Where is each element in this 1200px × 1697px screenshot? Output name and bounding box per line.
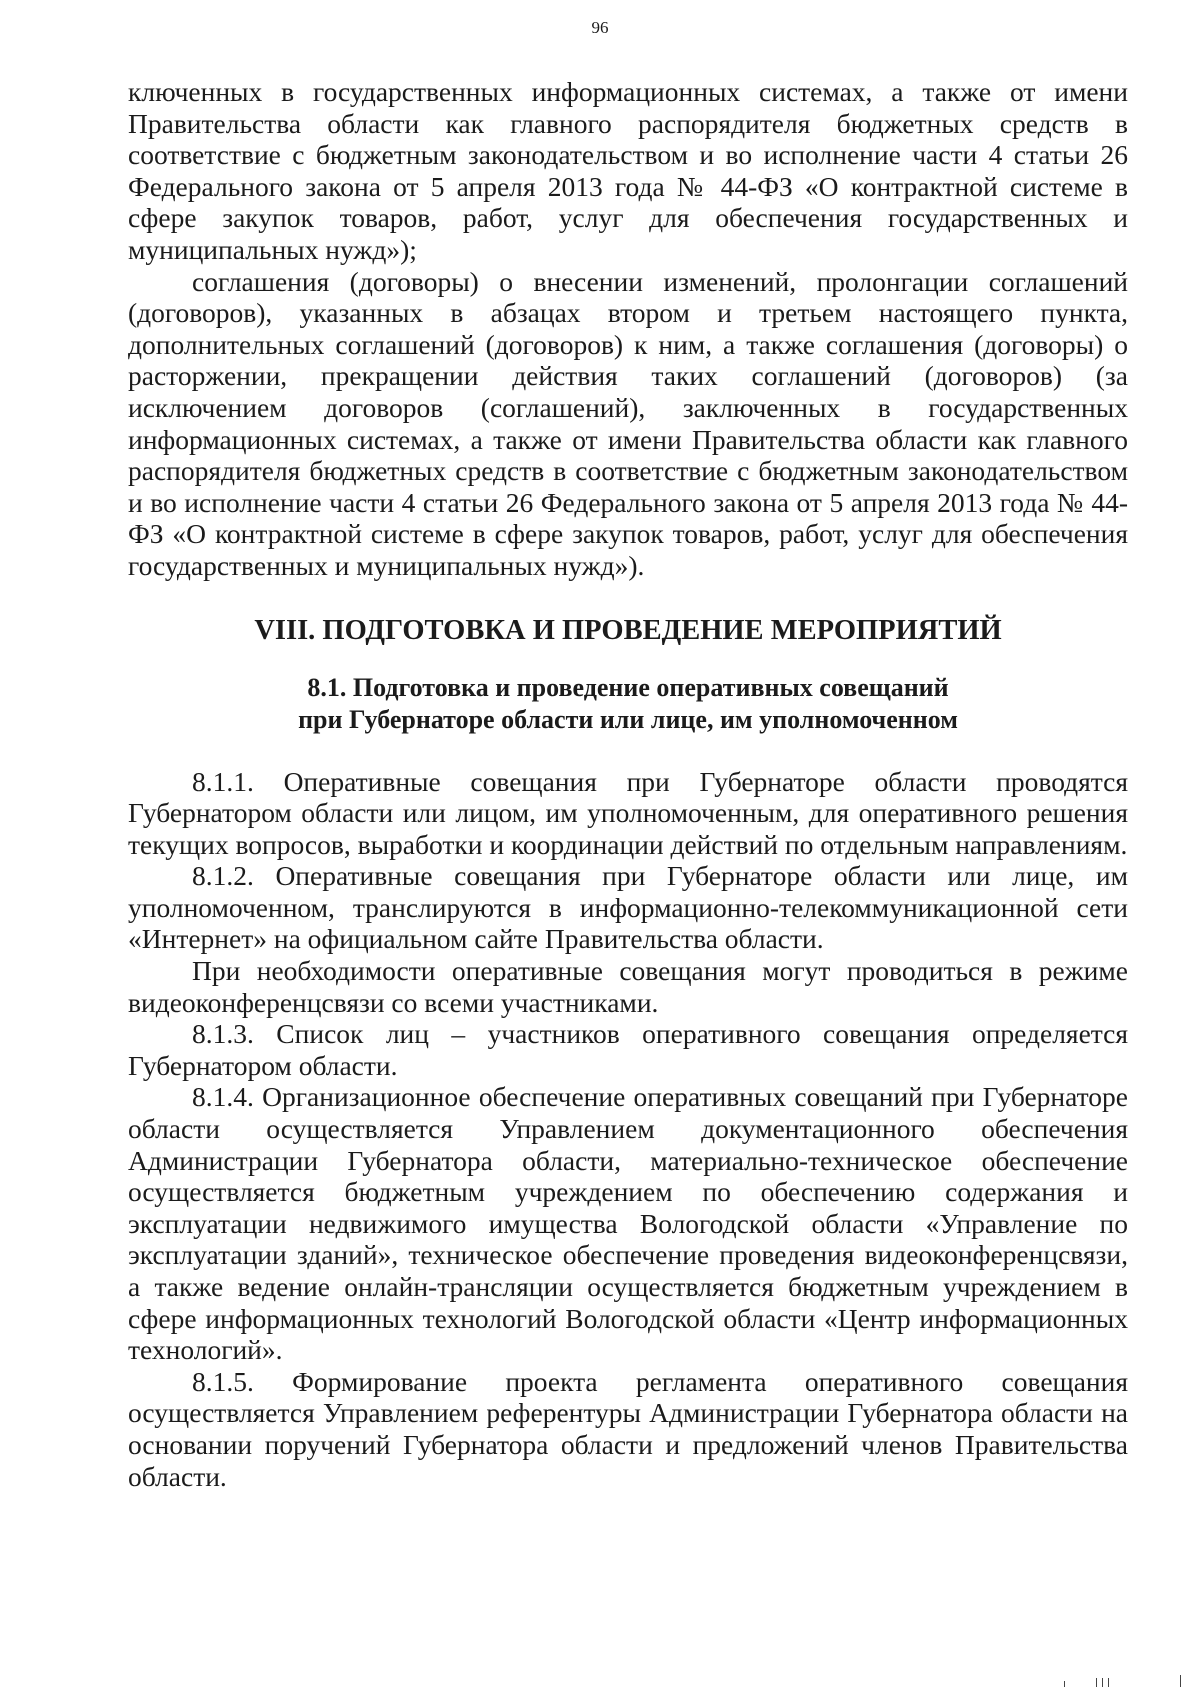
clause-8-1-2-videoconference: При необходимости оперативные совещания могут проводиться в режиме видеоконференцсвязи со всеми участниками. bbox=[128, 955, 1128, 1018]
subsection-title bbox=[128, 672, 1128, 736]
document-body bbox=[128, 76, 1128, 1492]
clause-8-1-5: 8.1.5. Формирование проекта регламента оперативного совещания осуществляется Управлением референтуры Администрации Губернатора области на основании поручений Губернатора области и предложений членов Правительства области. bbox=[128, 1365, 1128, 1492]
subsection-title-line-2: при Губернаторе области или лице, им уполномоченном bbox=[298, 704, 958, 734]
clause-8-1-3: 8.1.3. Список лиц – участников оперативного совещания определяется Губернатором области. bbox=[128, 1018, 1128, 1081]
page-number: 96 bbox=[591, 18, 609, 37]
paragraph-agreements: соглашения (договоры) о внесении изменений, пролонгации соглашений (договоров), указанных в абзацах втором и третьем настоящего пункта, дополнительных соглашений (договоров) к ним, а также соглашения (договоры) о расторжении, прекращении действия таких соглашений (договоров) (за исключением договоров (соглашений), заключенных в государственных информационных системах, а также от имени Правительства области как главного распорядителя бюджетных средств в соответствие с бюджетным законодательством и во исполнение части 4 статьи 26 Федерального закона от 5 апреля 2013 года № 44-ФЗ «О контрактной системе в сфере закупок товаров, работ, услуг для обеспечения государственных и муниципальных нужд»). bbox=[128, 265, 1128, 581]
clause-8-1-2: 8.1.2. Оперативные совещания при Губернаторе области или лице, им уполномоченном, транслируются в информационно-телекоммуникационной сети «Интернет» на официальном сайте Правительства области. bbox=[128, 860, 1128, 955]
paragraph-continuation: ключенных в государственных информационных системах, а также от имени Правительства области как главного распорядителя бюджетных средств в соответствие с бюджетным законодательством и во исполнение части 4 статьи 26 Федерального закона от 5 апреля 2013 года № 44-ФЗ «О контрактной системе в сфере закупок товаров, работ, услуг для обеспечения государственных и муниципальных нужд»); bbox=[128, 76, 1128, 265]
section-title: VIII. ПОДГОТОВКА И ПРОВЕДЕНИЕ МЕРОПРИЯТИЙ bbox=[254, 614, 1002, 646]
subsection-title-line-1: 8.1. Подготовка и проведение оперативных совещаний bbox=[307, 672, 949, 702]
clause-8-1-4: 8.1.4. Организационное обеспечение оперативных совещаний при Губернаторе области осуществляется Управлением документационного обеспечения Администрации Губернатора области, материально-техническое обеспечение осуществляется бюджетным учреждением по обеспечению содержания и эксплуатации недвижимого имущества Вологодской области «Управление по эксплуатации зданий», техническое обеспечение проведения видеоконференцсвязи, а также ведение онлайн-трансляции осуществляется бюджетным учреждением в сфере информационных технологий Вологодской области «Центр информационных технологий». bbox=[128, 1081, 1128, 1366]
clause-8-1-1: 8.1.1. Оперативные совещания при Губернаторе области проводятся Губернатором области или лицом, им уполномоченным, для оперативного решения текущих вопросов, выработки и координации действий по отдельным направлениям. bbox=[128, 765, 1128, 860]
scan-artifact-marks bbox=[1062, 1673, 1192, 1687]
